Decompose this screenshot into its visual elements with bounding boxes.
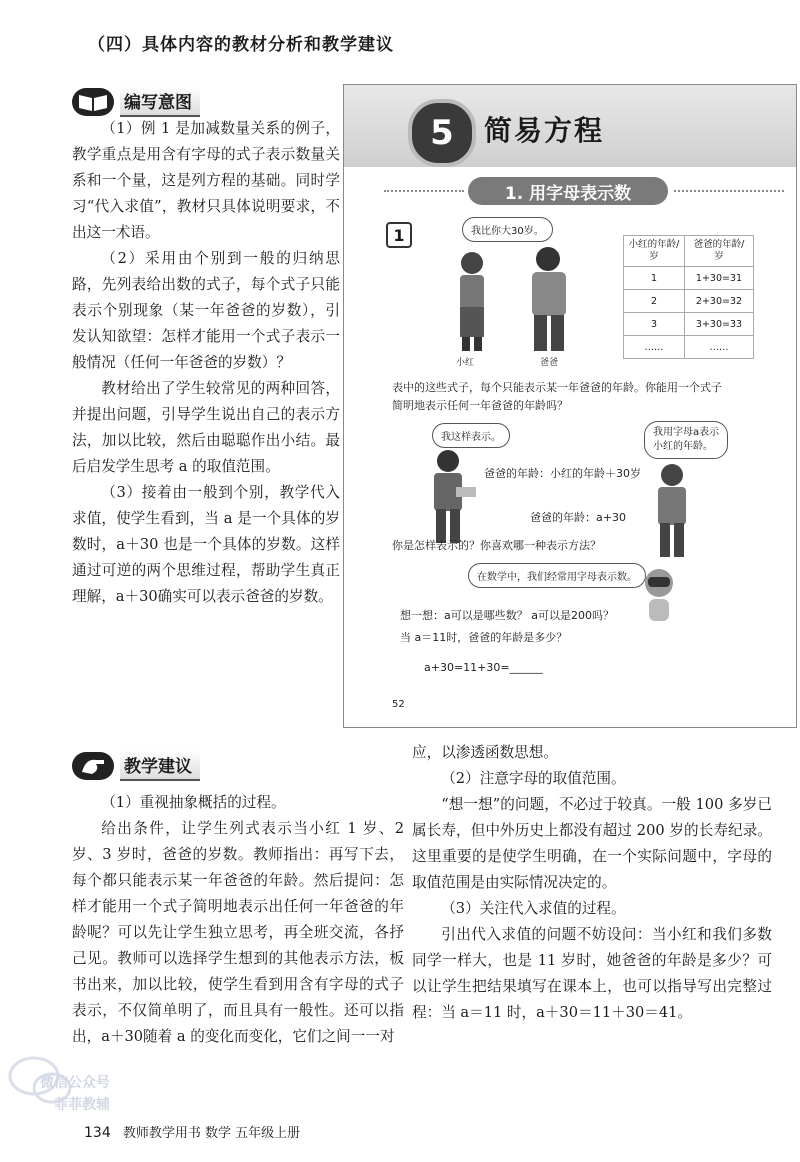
table-cell: 1 [624,267,685,290]
intent-paragraph: （2）采用由个别到一般的归纳思路，先列表给出数的式子，每个式子只能表示个别现象（某一年爸爸的岁数），引发认知欲望：怎样才能用一个式子表示一般情况（任何一年爸爸的岁数）？ [72,250,340,371]
table-row [624,313,754,336]
lesson-title: 1. 用字母表示数 [468,177,668,205]
suggestions-header [72,750,200,781]
table-cell: …… [685,336,754,359]
bubble-line: 我用字母a表示 [653,427,720,438]
speech-bubble: 我比你大30岁。 [462,217,553,242]
textbook-page-number: 52 [392,699,405,710]
answer-text: 爸爸的年龄：a+30 [530,511,626,524]
speech-bubble: 我这样表示。 [432,423,510,448]
suggestion-paragraph: “想一想”的问题，不必过于较真。一般 100 多岁已属长寿，但中外历史上都没有超过 200 岁的长寿纪录。这里重要的是使学生明确，在一个实际问题中，字母的取值范围是由实际情况决定的。 [412,796,772,891]
suggestion-paragraph: （2）注意字母的取值范围。 [441,770,626,787]
think-text: 想一想：a可以是哪些数？ a可以是200吗？ [400,609,614,622]
table-cell: 2+30=32 [685,290,754,313]
speech-bubble [644,421,728,459]
watermark-line: 微信公众号 [40,1075,110,1091]
suggestions-title: 教学建议 [120,750,200,781]
table-header: 小红的年龄/岁 [624,236,685,267]
section-heading: （四）具体内容的教材分析和教学建议 [88,35,394,55]
hand-icon [72,752,114,780]
intent-title: 编写意图 [120,86,200,117]
boy-illustration [420,447,480,547]
suggestion-paragraph: 给出条件，让学生列式表示当小红 1 岁、2 岁、3 岁时，爸爸的岁数。教师指出：再写下去，每个都只能表示某一年爸爸的年龄。然后提问：怎样才能用一个式子简明地表示出任何一年爸爸的年龄呢？可以先让学生独立思考，再全班交流，各抒己见。教师可以选择学生想到的其他表示方法，板书出来，加以比较，使学生看到用含有字母的式子表示，不仅简单明了，而且具有一般性。还可以指出，a＋30随着 a 的变化而变化，它们之间一一对 [72,820,404,1045]
chapter-number: 5 [408,99,476,167]
intent-paragraph: （3）接着由一般到个别，教学代入求值，使学生看到，当 a 是一个具体的岁数时，a＋30 也是一个具体的岁数。这样通过可逆的两个思维过程，帮助学生真正理解，a＋30确实可以表示爸爸的岁数。 [72,484,340,605]
watermark-line: 菲菲教辅 [54,1097,110,1113]
footer-book-title: 教师教学用书 数学 五年级上册 [122,1126,301,1141]
question-text: 简明地表示任何一年爸爸的年龄吗？ [392,399,568,412]
suggestion-paragraph: （3）关注代入求值的过程。 [441,900,626,917]
table-cell: 2 [624,290,685,313]
question-text: 表中的这些式子，每个只能表示某一年爸爸的年龄。你能用一个式子 [392,381,722,394]
suggestions-right-text [412,740,772,1026]
age-table [623,235,754,359]
table-header: 爸爸的年龄/岁 [685,236,754,267]
question-text: 你是怎样表示的？你喜欢哪一种表示方法？ [392,539,601,552]
girl-illustration [642,461,702,561]
table-cell: …… [624,336,685,359]
robot-icon [634,565,684,625]
example-number: 1 [386,222,412,248]
suggestions-left-text [72,790,404,1050]
table-row [624,267,754,290]
bubble-line: 小红的年龄。 [653,441,713,452]
dotted-divider [674,190,784,192]
table-cell: 1+30=31 [685,267,754,290]
chapter-title: 简易方程 [484,114,605,147]
label-dad: 爸爸 [540,358,559,368]
table-row [624,336,754,359]
intent-header [72,86,200,117]
table-cell: 3 [624,313,685,336]
speech-bubble: 在数学中，我们经常用字母表示数。 [468,563,646,588]
calc-text: a+30=11+30=______ [424,661,543,674]
table-row [624,290,754,313]
book-icon [72,88,114,116]
answer-text: 爸爸的年龄：小红的年龄＋30岁 [484,467,641,480]
suggestion-paragraph: （1）重视抽象概括的过程。 [101,794,286,811]
footer [84,1122,300,1141]
intent-paragraph: （1）例 1 是加减数量关系的例子，教学重点是用含有字母的式子表示数量关系和一个量，这是列方程的基础。同时学习“代入求值”，教材只具体说明要求，不出这一术语。 [72,120,340,241]
label-girl: 小红 [456,358,475,368]
intent-paragraph: 教材给出了学生较常见的两种回答，并提出问题，引导学生说出自己的表示方法，加以比较，然后由聪聪作出小结。最后启发学生思考 a 的取值范围。 [72,380,340,475]
intent-text [72,116,340,610]
girl-and-dad-illustration [440,245,610,355]
footer-page-number: 134 [84,1125,111,1141]
suggestion-continuation: 应，以渗透函数思想。 [412,744,558,761]
textbook-page-inset [343,84,797,728]
dotted-divider [384,190,464,192]
think-text: 当 a＝11时，爸爸的年龄是多少？ [400,631,568,644]
suggestion-paragraph: 引出代入求值的问题不妨设问：当小红和我们多数同学一样大，也是 11 岁时，她爸爸的年龄是多少？可以让学生把结果填写在课本上，也可以指导写出完整过程：当 a＝11 时，a＋30＝11＋30＝41。 [412,926,772,1021]
table-cell: 3+30=33 [685,313,754,336]
